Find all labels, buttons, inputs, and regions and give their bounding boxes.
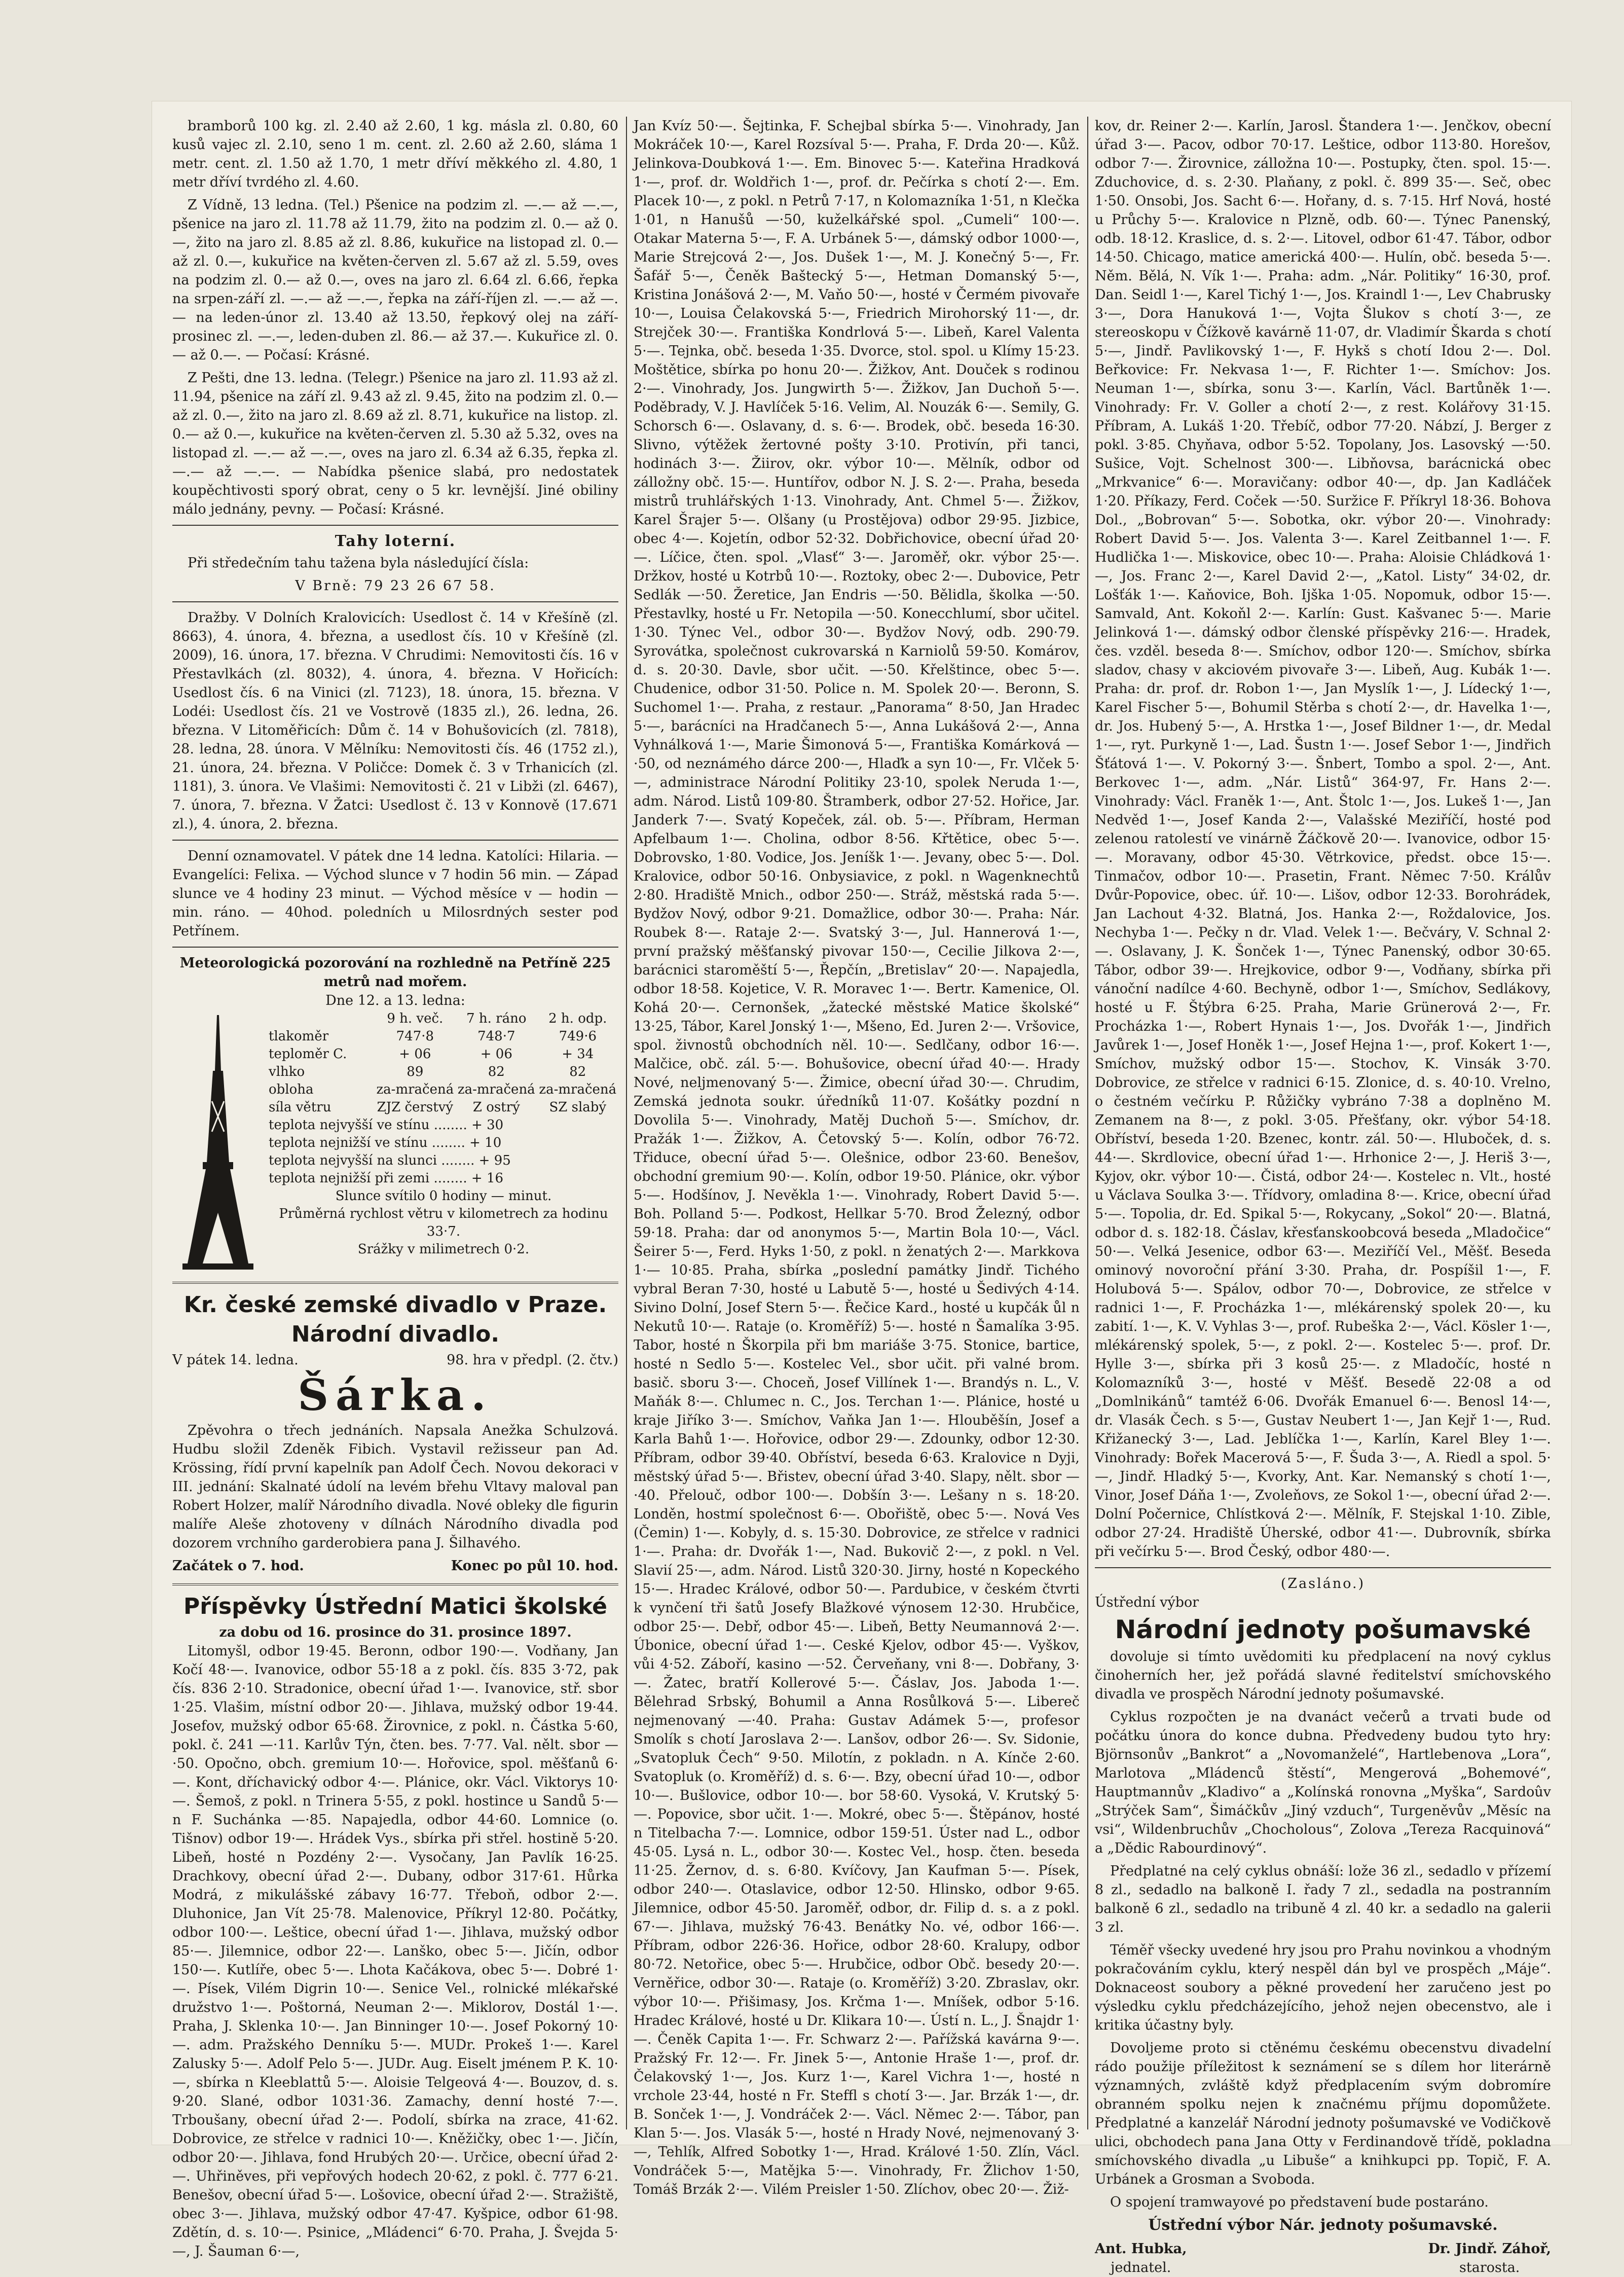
jednota-heading: Národní jednoty pošumavské [1115, 1615, 1531, 1644]
meteo-value: 82 [569, 1064, 586, 1079]
meteo-heading: Meteorologická pozorování na rozhledně na Petříně 225 metrů nad mořem. [179, 955, 611, 990]
newspaper-page [152, 101, 1571, 2275]
pest-report: Z Pešti, dne 13. ledna. (Telegr.) Pšenice na jaro zl. 11.93 až zl. 11.94, pšenice na září zl. 9.43 až zl. 9.45, žito na podzim zl. 0.— až zl. 0.—, žito na jaro zl. 8.69 až zl. 8.71, kukuřice na listop. zl. 0.— až 0.—, kukuřice na květen-červen zl. 5.30 až 5.32, oves na listopad zl. —.— až —.—, oves na jaro zl. 6.34 až 6.35, řepka zl. —.— až —.—. — Nabídka pšenice slabá, pro nedostatek koupěchtivosti sporý obrat, ceny o 5 kr. levnější. Jiné obiliny málo jednány, pevny. — Počasí: Krásné. [172, 370, 618, 517]
petrin-tower-icon [172, 1010, 264, 1274]
column-rule [1087, 117, 1088, 2129]
column-1 [172, 117, 618, 2259]
meteo-row-label: tlakoměr [269, 1029, 329, 1044]
meteo-extra: Průměrná rychlost větru v kilometrech za hodinu 33·7. [279, 1206, 608, 1239]
meteo-row [269, 1045, 618, 1063]
divider [1095, 1567, 1551, 1568]
meteo-value: 89 [407, 1064, 424, 1079]
divider [172, 1583, 618, 1585]
jednota-pre: Ústřední výbor [1095, 1595, 1199, 1610]
meteo-extra: teplota nejnižší při zemi ........ + 16 [269, 1171, 504, 1186]
meteo-value: ZJZ čerstvý [377, 1100, 454, 1115]
divider [172, 525, 618, 526]
lottery-heading: Tahy loterní. [335, 532, 456, 550]
theatre-end: Konec po půl 10. hod. [451, 1558, 618, 1574]
vienna-report: Z Vídně, 13 ledna. (Tel.) Pšenice na podzim zl. —.— až —.—, pšenice na jaro zl. 11.78 až 11.79, žito na podzim zl. 0.— až 0.—, žito na jaro zl. 8.85 až zl. 8.86, kukuřice na listopad zl. 0.— až zl. 0.—, kukuřice na květen-červen zl. 5.67 až zl. 5.59, oves na podzim zl. 0.— až 0.—, oves na jaro zl. 6.64 zl. 6.66, řepka na srpen-září zl. —.— až —.—, řepka na září-říjen zl. —.— až —.— na leden-únor zl. 13.40 až 13.50, řepkový olej na září-prosinec zl. —.—, leden-duben zl. 86.— až 37.—. Kukuřice zl. 0.— až 0.—. — Počasí: Krásné. [172, 197, 618, 363]
jednota-paragraph: Předplatné na celý cyklus obnáší: lože 36 zl., sedadlo v přízemí 8 zl., sedadlo na balkoně I. řady 7 zl., sedadla na postranním balkoně 6 zl., sedadlo na tribuně 4 zl. 40 kr. a sedadlo na galerii 3 zl. [1095, 1863, 1551, 1935]
market-prices: bramborů 100 kg. zl. 2.40 až 2.60, 1 kg. másla zl. 0.80, 60 kusů vajec zl. 2.10, seno 1 m. cent. zl. 2.60 až 2.60, sláma 1 metr. cent. zl. 1.50 až 1.70, 1 metr dříví měkkého zl. 4.80, 1 metr dříví tvrdého zl. 4.60. [172, 118, 618, 190]
meteo-value: SZ slabý [549, 1100, 607, 1115]
meteo-row [269, 1028, 618, 1045]
meteo-row-label: obloha [269, 1082, 314, 1097]
divider [172, 1282, 618, 1284]
theatre-description: Zpěvohra o třech jednáních. Napsala Anežka Schulzová. Hudbu složil Zdeněk Fibich. Vystavil režisseur pan Ad. Krössing, řídí první kapelník pan Adolf Čech. Novou dekoraci v III. jednání: Skalnaté údolí na levém břehu Vltavy maloval pan Robert Holzer, malíř Národního divadla. Nové obleky dle figurin malíře Aleše zhotoveny v dílnách Národního divadla pod dozorem vrchního garderobiera pana J. Šilhavého. [172, 1423, 618, 1551]
meteo-value: + 06 [399, 1046, 431, 1062]
signature-role: jednatel. [1111, 2260, 1171, 2275]
meteo-value: 747·8 [396, 1029, 434, 1044]
divider [172, 840, 618, 841]
auctions: Dražby. V Dolních Kralovicích: Usedlost č. 14 v Křešíně (zl. 8663), 4. února, 4. března, a usedlost čís. 10 v Křešíně (zl. 2009), 16. února, 17. března. V Chrudimi: Nemovitosti čís. 16 v Přestavlkách (zl. 8032), 4. února, 4. března. V Hořicích: Usedlost čís. 6 na Vinici (zl. 7123), 18. února, 15. března. V Lodéi: Usedlost čís. 21 ve Vostrově (1835 zl.), 26. ledna, 26. března. V Litoměřicích: Dům č. 14 v Bohušovicích (zl. 7818), 28. ledna, 28. února. V Mělníku: Nemovitosti čís. 46 (1752 zl.), 21. února, 24. března. V Poličce: Domek č. 3 v Trhanicích (zl. 1181), 3. února. Ve Vlašimi: Nemovitosti č. 21 v Libži (zl. 6467), 7. února, 7. března. V Žatci: Usedlost č. 13 v Konnově (17.671 zl.), 4. února, 2. března. [172, 610, 618, 832]
meteo-col: 2 h. odp. [548, 1011, 607, 1026]
meteo-date: Dne 12. a 13. ledna: [325, 993, 465, 1008]
column-rule [626, 117, 627, 2129]
jednota-paragraph: dovoluje si tímto uvědomiti ku předplacení na nový cyklus činoherních her, jež pořádá slavné ředitelství smíchovského divadla ve prospěch Národní jednoty pošumavské. [1095, 1649, 1551, 1702]
lottery-numbers: V Brně: 79 23 26 67 58. [295, 578, 496, 594]
meteo-col: 9 h. več. [387, 1011, 444, 1026]
theatre-performance: 98. hra v předpl. (2. čtv.) [447, 1352, 618, 1368]
matice-heading: Příspěvky Ústřední Matici školské [183, 1594, 607, 1619]
theatre-title: Šárka. [298, 1370, 493, 1420]
meteo-extra: teplota nejvyšší na slunci ........ + 95 [269, 1153, 511, 1168]
meteo-value: za-mračená [376, 1082, 454, 1097]
meteo-extra: teplota nejvyšší ve stínu ........ + 30 [269, 1117, 504, 1133]
jednota-signature-heading: Ústřední výbor Nár. jednoty pošumavské. [1148, 2216, 1498, 2234]
meteo-extra: Srážky v milimetrech 0·2. [357, 1242, 530, 1257]
theatre-day: V pátek 14. ledna. [172, 1352, 299, 1368]
meteo-row [269, 1081, 618, 1099]
theatre-heading: Kr. české zemské divadlo v Praze. [183, 1292, 607, 1318]
meteo-value: 748·7 [477, 1029, 515, 1044]
lottery-text: Při středečním tahu tažena byla následující čísla: [188, 555, 529, 571]
column-3 [1095, 117, 1551, 2275]
column-2 [634, 117, 1080, 2197]
meteo-col: 7 h. ráno [466, 1011, 527, 1026]
signature-right [1428, 2239, 1551, 2277]
meteo-row-label: teploměr C. [269, 1046, 347, 1062]
meteo-row [269, 1099, 618, 1116]
meteo-value: 82 [488, 1064, 505, 1079]
contributions-list: Jan Kvíz 50·—. Šejtinka, F. Schejbal sbírka 5·—. Vinohrady, Jan Mokráček 10·—, Karel Rozsíval 5·—. Praha, F. Drda 20·—. Kůž. Jelinkova-Doubková 1·—. Em. Binovec 5·—. Kateřina Hradková 1·—, prof. dr. Woldřich 1·—, prof. dr. Pečírka s chotí 2·—. Em. Placek 10·—, z pokl. n Petrů 7·17, n Kolomazníka 1·51, n Klečka 1·01, n Hanušů —·50, kuželkářské spol. „Cumeli“ 100·—. Otakar Materna 5·—, F. A. Urbánek 5·—, dámský odbor 1000·—, Marie Strejcová 2·—, Jos. Dušek 1·—, M. J. Konečný 5·—, Fr. Šafář 5·—, Čeněk Baštecký 5·—, Hetman Domanský 5·—, Kristina Jonášová 2·—, M. Vaňo 50·—, hosté v Čermém pivovaře 10·—, Louisa Čelakovská 5·—, Friedrich Mirohorský 11·—, dr. Strejček 30·—. Františka Kondrlová 5·—. Libeň, Karel Valenta 5·—. Tejnka, obč. beseda 1·35. Dvorce, stol. spol. u Klímy 15·23. Moštětice, sbírka po honu 20·—. Žižkov, Ant. Douček s rodinou 2·—. Vinohrady, Jos. Jungwirth 5·—. Žižkov, Jan Duchoň 5·—. Poděbrady, V. J. Havlíček 5·16. Velim, Al. Nouzák 6·—. Semily, G. Schorsch 6·—. Oslavany, d. s. 6·—. Brodek, obč. beseda 16·30. Slivno, výtěžek žertovné pošty 3·10. Protivín, při tanci, hodinách 3·—. Žiirov, okr. výbor 10·—. Mělník, odbor od zálložny obč. 15·—. Huntířov, odbor N. J. S. 2·—. Praha, beseda mistrů truhlářských 1·13. Vinohrady, Ant. Chmel 5·—. Žižkov, Karel Šrajer 5·—. Olšany (u Prostějova) odbor 29·95. Jizbice, obec 4·—. Kojetín, odbor 52·32. Dobřichovice, obecní úřad 20·—. Líčice, čten. spol. „Vlasť“ 3·—. Jaroměř, okr. výbor 25·—. Držkov, hosté u Kotrbů 10·—. Roztoky, obec 2·—. Dubovice, Petr Sedlák —·50. Žeretice, Jan Endris —·50. Bělidla, školka —·50. Přestavlky, hosté u Fr. Netopila —·50. Konecchlumí, sbor učitel. 1·30. Týnec Vel., odbor 30·—. Bydžov Nový, odb. 290·79. Syrovátka, společnost cukrovarská n Karniolů 59·50. Komárov, d. s. 20·30. Davle, sbor učit. —·50. Křelštince, obec 5·—. Chudenice, odbor 31·50. Police n. M. Spolek 20·—. Beronn, S. Suchomel 1·—. Praha, z restaur. „Panorama“ 8·50, Jan Hradec 5·—, barácníci na Hradčanech 5·—, Anna Lukášová 2·—, Anna Vyhnálková 1·—, Marie Šimonová 5·—, Františka Komárková —·50, od neznámého dárce 200·—, Hlaďk a syn 10·—, Fr. Vlček 5·—, administrace Národní Politiky 23·10, spolek Neruda 1·—, adm. Národ. Listů 109·80. Štramberk, odbor 27·52. Hořice, Jar. Janderk 7·—. Svatý Kopeček, zál. ob. 5·—. Příbram, Herman Apfelbaum 1·—. Cholina, odbor 8·56. Křtětice, obec 5·—. Dobrovsko, 1·80. Vodice, Jos. Jeníšk 1·—. Jevany, obec 5·—. Dol. Kralovice, odbor 50·16. Onbysiavice, z pokl. n Wagenknechtů 2·80. Hradiště Mnich., odbor 250·—. Stráž, městská rada 5·—. Bydžov Nový, odbor 9·21. Domažlice, odbor 30·—. Praha: Nár. Roubek 8·—. Rataje 2·—. Svatský 3·—, Jul. Hannerová 1·—, první pražský měšťanský pivovar 150·—, Cecilie Jilkova 2·—, barácnici staroměští 5·—, Řepčín, „Bretislav“ 20·—. Napajedla, odbor 18·58. Kojetice, V. R. Moravec 1·—. Bertr. Kamenice, Ol. Kohá 20·—. Cernonšek, „žatecké městské Matice školské“ 13·25, Tábor, Karel Jonský 1·—, Mšeno, Ed. Juren 2·—. Vršovice, spol. živnostů obchodních něl. 10·—. Sedlčany, odbor 16·—. Malčice, obč. zál. 5·—. Bohušovice, obecní úřad 40·—. Hrady Nové, neljmenovaný 5·—. Žimice, obecní úřad 30·—. Chrudim, Zemská jednota soukr. úředníků 11·07. Košátky pozdní n Dovolila 5·—. Vinohrady, Matěj Duchoň 5·—. Smíchov, dr. Pražák 1·—. Žižkov, A. Četovský 5·—. Kolín, odbor 76·72. Třiduce, obecní úřad 5·—. Olešnice, odbor 23·60. Benešov, obchodní gremium 90·—. Kolín, odbor 19·50. Plánice, okr. výbor 5·—. Hodšínov, J. Nevěkla 1·—. Vinohrady, Robert David 5·—. Boh. Polland 5·—. Podkost, Hellkar 5·70. Brod Železný, odbor 59·18. Praha: dar od anonymos 5·—, Martin Bola 10·—, Václ. Šeirer 5·—, Ferd. Hyks 1·50, z pokl. n ženatých 2·—. Markkova 1·— 10·85. Praha, sbírka „poslední památky Jindř. Tichého vybral Beran 7·30, hosté u Labutě 5·—, hosté u Šedivých 4·14. Sivino Dolní, Josef Stern 5·—. Řečice Kard., hosté u kupčák ůl n Nekutů 10·—. Rataje (o. Kroměříž) 5·—. hosté n Šamalíka 3·95. Tabor, hosté n Škorpila při bm mariáše 3·75. Stonice, bartice, hosté n Sedlo 5·—. Kostelec Vel., sbor učit. při valné brom. basič. sboru 3·—. Choceň, Josef Villínek 1·—. Brandýs n. L., V. Maňák 8·—. Chlumec n. C., Jos. Terchan 1·—. Plánice, hosté u kraje Jiříko 3·—. Smíchov, Vaňka Jan 1·—. Hlouběšín, Josef a Karla Bahů 1·—. Hořovice, odbor 29·—. Zdounky, odbor 12·30. Příbram, odbor 39·40. Obříství, beseda 6·63. Kralovice n Dyji, městský úřad 5·—. Břistev, obecní úřad 3·40. Slapy, nělt. sbor —·40. Přelouč, odbor 100·—. Dobšín 3·—. Lešany n s. 18·20. Londěn, hostmí společnost 6·—. Obořiště, obec 5·—. Nová Ves (Čemin) 1·—. Kobyly, d. s. 15·30. Dobrovice, ze střelce v radnici 1·—. Praha: dr. Dvořák 1·—, Nad. Bukovič 2·—, z pokl. n Vel. Slavií 25·—, adm. Národ. Listů 320·30. Jirny, hosté n Kopeckého 15·—. Hradec Králové, odbor 50·—. Pardubice, v českém čtvrti k vynčení tři šatů Josefy Blažkové výnosem 12·30. Hrubčice, odbor 25·—. Debř, odbor 45·—. Libeň, Betty Neumannová 2·—. Úbonice, obecní úřad 1·—. Ceské Kjelov, odbor 45·—. Vyškov, vůi 4·52. Záboří, kasino —·52. Červeňany, vni 8·—. Dobřany, 3·—. Žatec, bratří Kollerové 5·—. Čáslav, Jos. Jaboda 1·—. Bělehrad Srbský, Bohumil a Anna Rosůlková 5·—. Libereč nejmenovaný —·40. Praha: Gustav Adámek 5·—, profesor Smolík s chotí Jaroslava 2·—. Lanšov, odbor 26·—. Sv. Sidonie, „Svatopluk Čech“ 9·50. Milotín, z pokladn. n A. Kínče 2·60. Svatopluk (o. Kroměříž) d. s. 6·—. Bzy, obecní úřad 10·—, odbor 10·—. Bušlovice, odbor 10·—. bor 58·60. Vysoká, V. Krutský 5·—. Popovice, sbor učit. 1·—. Mokré, obec 5·—. Štěpánov, hosté n Titelbacha 7·—. Lomnice, odbor 159·51. Úster nad L., odbor 45·05. Lysá n. L., odbor 30·—. Kostec Vel., hosp. čten. beseda 11·25. Žernov, d. s. 6·80. Kvíčovy, Jan Kaufman 5·—. Písek, odbor 240·—. Otaslavice, odbor 12·50. Hlinsko, odbor 9·65. Jilemnice, odbor 45·50. Jaroměř, odbor, dr. Filip d. s. a z pokl. 67·—. Jihlava, mužský 76·43. Benátky No. vé, odbor 166·—. Příbram, odbor 226·36. Hořice, odbor 28·60. Kralupy, odbor 80·72. Netořice, obec 5·—. Hrubčice, odbor Obč. besedy 20·—. Verněřice, odbor 30·—. Rataje (o. Kroměříž) 3·20. Zbraslav, okr. výbor 10·—. Přišimasy, Jos. Krčma 1·—. Mníšek, odbor 5·16. Hradec Králové, hosté u Dr. Klikara 10·—. Ústí n. L., J. Šnajdr 1·—. Čeněk Capita 1·—. Fr. Schwarz 2·—. Pařížská kavárna 9·—. Pražský Fr. 12·—. Fr. Jinek 5·—, Antonie Hraše 1·—, prof. dr. Čelakovský 1·—, Jos. Kurz 1·—, Karel Vichra 1·—, hosté n vrchole 23·44, hosté n Fr. Steffl s chotí 3·—. Jar. Brzák 1·—, dr. B. Sonček 1·—, J. Vondráček 2·—. Václ. Němec 2·—. Tábor, pan Klan 5·—. Jos. Vlasák 5·—, hosté n Hrady Nové, nejmenovaný 3·—, Tehlík, Alfred Sobotky 1·—, Hrad. Králové 1·50. Zlín, Václ. Vondráček 5·—, Matějka 5·—. Vinohrady, Fr. Žlichov 1·50, Tomáš Brzák 2·—. Vilém Preisler 1·50. Zlíchov, obec 20·—. Žiž- [634, 118, 1080, 2197]
signatures [1095, 2239, 1551, 2277]
zaslano-label: (Zasláno.) [1280, 1576, 1365, 1592]
meteo-extra: teplota nejnižší ve stínu ........ + 10 [269, 1135, 502, 1150]
meteo-row-label: vlhko [269, 1064, 305, 1079]
meteo-table [269, 1010, 618, 1274]
meteo-header-row [269, 1010, 618, 1028]
meteo-block [172, 1010, 618, 1274]
meteo-row-label: síla větru [269, 1100, 331, 1115]
divider [172, 947, 618, 948]
divider [172, 601, 618, 602]
matice-period: za dobu od 16. prosince do 31. prosince 1897. [219, 1624, 572, 1640]
jednota-paragraph: Cyklus rozpočten je na dvanáct večerů a trvati bude od počátku února do konce dubna. Předvedeny budou tyto hry: Björnsonův „Bankrot“ a „Novomanželé“, Hartlebenova „Lora“, Marlotova „Mládenců štěstí“, Mengerová „Bohemové“, Hauptmannův „Kladivo“ a „Kolínská ronovna „Myška“, Sardoûv „Strýček Sam“, Šimáčkův „Jiný vzduch“, Turgeněvův „Měsíc na vsi“, Wildenbruchův „Chocholous“, Zolova „Tereza Racquinová“ a „Dědic Rabourdinový“. [1095, 1709, 1551, 1856]
meteo-value: + 06 [480, 1046, 512, 1062]
signature-left [1095, 2239, 1187, 2277]
meteo-value: za-mračená [457, 1082, 535, 1097]
theatre-info [172, 1351, 618, 1369]
matice-contributions: Litomyšl, odbor 19·45. Beronn, odbor 190·—. Vodňany, Jan Kočí 48·—. Ivanovice, odbor 55·18 a z pokl. čís. 835 3·72, pak čís. 836 2·10. Stradonice, obecní úřad 1·—. Ivanovice, stř. sbor 1·25. Vlašim, místní odbor 20·—. Jihlava, mužský odbor 19·44. Josefov, mužský odbor 65·68. Žirovnice, z pokl. n. Částka 5·60, pokl. č. 241 —·11. Karlův Týn, čten. bes. 7·77. Val. nělt. sbor —·50. Opočno, obch. gremium 10·—. Hořovice, spol. měšťanů 6·—. Kont, dříchavický odbor 4·—. Plánice, okr. Václ. Viktorys 10·—. Šemoš, z pokl. n Trinera 5·55, z pokl. hostince u Sandů 5·— n F. Suchánka —·85. Napajedla, odbor 44·60. Lomnice (o. Tišnov) odbor 19·—. Hrádek Vys., sbírka při střel. hostině 5·20. Libeň, hosté n Pozdény 2·—. Vysočany, Jan Pavlík 16·25. Drachkovy, obecní úřad 2·—. Dubany, odbor 317·61. Hůrka Modrá, z mikulášské zábavy 16·77. Třeboň, odbor 2·—. Dluhonice, Jan Vít 25·78. Malenovice, Příkryl 12·80. Počátky, odbor 100·—. Leštice, obecní úřad 1·—. Jihlava, mužský odbor 85·—. Jilemnice, odbor 22·—. Lanško, obec 5·—. Jičín, odbor 150·—. Kutlíře, obec 5·—. Lhota Kačákova, obec 5·—. Dobré 1·—. Písek, Vilém Digrin 10·—. Senice Vel., rolnické mlékařské družstvo 1·—. Poštorná, Neuman 2·—. Miklorov, Dostál 1·—. Praha, J. Sklenka 10·—. Jan Binninger 10·—. Josef Pokorný 10·—. adm. Pražského Denníku 5·—. MUDr. Prokeš 1·—. Karel Zalusky 5·—. Adolf Pelo 5·—. JUDr. Aug. Eiselt jménem P. K. 10·—, sbírka n Kleeblattů 5·—. Aloisie Telgeová 4·—. Bouzov, d. s. 9·20. Slané, odbor 1031·36. Zamachy, denní hosté 7·—. Trboušany, obecní úřad 2·—. Podolí, sbírka na zrace, 41·62. Dobrovice, ze střelce v radnici 10·—. Kněžičky, obec 1·—. Jičín, odbor 20·—. Jihlava, fond Hrubých 20·—. Určice, obecní úřad 2·—. Uhřiněves, při vepřových hodech 20·62, z pokl. č. 777 6·21. Benešov, obecní úřad 5·—. Lošovice, obecní úřad 2·—. Stražiště, obec 3·—. Jihlava, mužský odbor 47·47. Kyšpice, odbor 61·98. Zdětín, d. s. 10·—. Psinice, „Mládenci“ 6·70. Praha, J. Švejda 5·—, J. Šauman 6·—, [172, 1643, 618, 2259]
signature-name: Ant. Hubka, [1095, 2241, 1187, 2257]
meteo-extra: Slunce svítilo 0 hodiny — minut. [335, 1188, 552, 1204]
jednota-paragraph: O spojení tramwayové po představení bude postaráno. [1110, 2194, 1489, 2210]
meteo-value: + 34 [562, 1046, 594, 1062]
contributions-list: kov, dr. Reiner 2·—. Karlín, Jarosl. Štandera 1·—. Jenčkov, obecní úřad 3·—. Pacov, odbor 70·17. Leštice, odbor 113·80. Horešov, odbor 7·—. Žirovnice, zálložna 10·—. Postupky, čten. spol. 15·—. Zduchovice, d. s. 2·30. Plaňany, z pokl. č. 899 35·—. Seč, obec 1·50. Onsobi, Jos. Sacht 6·—. Hořany, d. s. 7·15. Hrf Nová, hosté u Průchy 5·—. Kralovice n Plzně, odb. 60·—. Týnec Panenský, odb. 18·12. Kraslice, d. s. 2·—. Litovel, odbor 61·47. Tábor, odbor 14·50. Chicago, matice americká 400·—. Hulín, obč. beseda 5·—. Něm. Bělá, N. Vík 1·—. Praha: adm. „Nár. Politiky“ 16·30, prof. Dan. Seidl 1·—, Karel Tichý 1·—, Jos. Kraindl 1·—, Lev Chabrusky 3·—, Dora Hanuková 1·—, Vojta Šlukov s chotí 3·—, ze stereoskopu v Čížkově kavárně 11·07, dr. Vladimír Škarda s chotí 5·—, Jindř. Pavlikovský 1·—, F. Hykš s chotí Idou 2·—. Dol. Beřkovice: Fr. Nekvasa 1·—, F. Richter 1·—. Smíchov: Jos. Neuman 1·—, sbírka, sonu 3·—. Karlín, Václ. Bartůněk 1·—. Vinohrady: Fr. V. Goller a chotí 2·—, z rest. Kolářovy 31·15. Příbram, A. Lukáš 1·20. Třebíč, odbor 77·20. Nábzí, J. Berger z pokl. 3·85. Chyňava, odbor 5·52. Topolany, Jos. Lasovský —·50. Sušice, Vojt. Schelnost 300·—. Libňovsa, barácnická obec „Mrkvanice“ 6·—. Moravičany: odbor 40·—, dp. Jan Kadláček 1·20. Příkazy, Ferd. Coček —·50. Suržice F. Příkryl 18·36. Bohova Dol., „Bobrovan“ 5·—. Sobotka, okr. výbor 20·—. Vinohrady: Robert David 5·—. Jos. Valenta 3·—. Karel Zeitbannel 1·—. F. Hudlička 1·—. Miskovice, obec 10·—. Praha: Aloisie Chládková 1·—, Jos. Franc 2·—, Karel David 2·—, „Katol. Listy“ 34·02, dr. Lošťák 1·—. Kaňovice, Boh. Ijška 1·05. Nopomuk, odbor 15·—. Samvald, Ant. Kokoňl 2·—. Karlín: Gust. Kašvanec 5·—. Marie Jelinková 1·—. dámský odbor členské příspěvky 216·—. Hradek, čes. vzděl. beseda 8·—. Smíchov, odbor 120·—. Smíchov, sbírka sladov, chasy v akciovém pivovaře 3·—. Libeň, Aug. Kubák 1·—. Praha: dr. prof. dr. Robon 1·—, Jan Myslík 1·—, J. Lídecký 1·—, Karel Fischer 5·—, Bohumil Stěrba s chotí 2·—, dr. Havelka 1·—, dr. Jos. Hubený 5·—, A. Hrstka 1·—, Josef Bildner 1·—, dr. Medal 1·—, ryt. Purkyně 1·—, Lad. Šustn 1·—. Josef Sebor 1·—, Jindřich Šťátová 1·—. V. Pokorný 3·—. Šnbert, Tombo a spol. 2·—, Ant. Berkovec 1·—, adm. „Nár. Listů“ 364·97, Fr. Hans 2·—. Vinohrady: Václ. Franěk 1·—, Ant. Štolc 1·—, Jos. Lukeš 1·—, Jan Nedvěd 1·—, Josef Kanda 2·—, Valašské Meziříčí, hosté pod zelenou ratolestí ve vinárně Žáčkově 20·—. Ivanovice, odbor 15·—. Moravany, odbor 45·30. Větrkovice, předst. obce 15·—. Tinmačov, odbor 10·—. Prasetin, Frant. Němec 7·50. Králův Dvůr-Popovice, obec. úř. 10·—. Lišov, odbor 12·33. Borohrádek, Jan Lachout 4·32. Blatná, Jos. Hanka 2·—, Roždalovice, Jos. Nechyba 1·—. Pečky n dr. Vlad. Velek 1·—. Bečváry, V. Schnal 2·—. Oslavany, J. K. Šonček 1·—, Týnec Panenský, odbor 30·65. Tábor, odbor 39·—. Hrejkovice, odbor 9·—, Vodňany, sbírka při vánoční nadílce 4·60. Bechyně, odbor 1·—, Smíchov, Sedlákovy, hosté u F. Štýbra 6·25. Praha, Marie Grünerová 2·—, Fr. Procházka 1·—, Robert Hynais 1·—, Jos. Dvořák 1·—, Jindřich Javůrek 1·—, Josef Honěk 1·—, Josef Hejna 1·—, prof. Kokert 1·—, Smíchov, mužský odbor 15·—. Stochov, K. Vinsák 3·70. Dobrovice, ze střelce v radnici 6·15. Zlonice, d. s. 40·10. Vrelno, o čestném večírku P. Růžičky vybráno 7·38 a doplněno M. Zemanem na 8·—, z pokl. 3·05. Přešťany, okr. výbor 54·18. Obříství, beseda 1·20. Bzenec, kontr. zál. 50·—. Hluboček, d. s. 44·—. Skrdlovice, obecní úřad 1·—. Hrhonice 2·—, J. Heriš 3·—, Kyjov, okr. výbor 10·—. Čistá, odbor 24·—. Kostelec n. Vlt., hosté u Václava Soulka 3·—. Třídvory, omladina 8·—. Krice, obecní úřad 5·—. Topolia, dr. Ed. Spikal 5·—, Rokycany, „Sokol“ 20·—. Blatná, odbor d. s. 182·18. Čáslav, křesťanskoobcová beseda „Mladočice“ 50·—. Velká Jesenice, odbor 63·—. Meziříčí Vel., Měšť. Beseda ominový novoroční přání 3·30. Praha, dr. Pospíšil 1·—, F. Holubová 5·—. Spálov, odbor 70·—, Dobrovice, ze střelce v radnici 1·—, F. Procházka 1·—, mlékárenský spolek 20·—, ku zabití. 1·—, K. V. Vyhlas 3·—, prof. Rubeška 2·—, Václ. Kösler 1·—, mlékárenský spolek, 5·—, z pokl. 2·—. Kostelec 5·—. prof. Dr. Hylle 3·—, sbírka při 3 kosů 25·—. z Mladočíc, hosté n Kolomazníků 3·—, hosté v Měšť. Besedě 22·08 a od „Domlnikánů“ tamtéž 6·06. Dvořák Emanuel 6·—. Benosl 14·—, dr. Vlasák Čech. s 5·—, Gustav Neubert 1·—, Jan Kejř 1·—, Rud. Křižanecký 3·—, Lad. Jeblíčka 1·—, Karlín, Karel Bley 1·—. Vinohrady: Bořek Macerová 5·—, F. Šuda 3·—, A. Riedl a spol. 5·—, Jindř. Hladký 5·—, Kvorky, Ant. Kar. Nemanský s chotí 1·—, Vinor, Josef Dáňa 1·—, Zvoleňovs, ze Sokol 1·—, obecní úřad 2·—. Dolní Počernice, Chlístková 2·—. Mělník, F. Stejskal 1·10. Zible, odbor 27·24. Hradiště Úherské, odbor 41·—. Dubrovník, sbírka při večírku 5·—. Brod Český, odbor 480·—. [1095, 118, 1551, 1560]
signature-role: starosta. [1459, 2260, 1520, 2275]
meteo-row [269, 1063, 618, 1081]
signature-name: Dr. Jindř. Záhoř, [1428, 2241, 1551, 2257]
meteo-value: za-mračená [539, 1082, 617, 1097]
meteo-value: Z ostrý [472, 1100, 520, 1115]
daily-calendar: Denní oznamovatel. V pátek dne 14 ledna. Katolíci: Hilaria. — Evangelíci: Felixa. — Východ slunce v 7 hodin 56 min. — Západ slunce ve 4 hodiny 23 minut. — Východ měsíce v — hodin — min. ráno. — 40hod. poledních u Milosrdných sester pod Petřínem. [172, 848, 618, 939]
theatre-start: Začátek o 7. hod. [172, 1558, 304, 1574]
jednota-paragraph: Téměř všecky uvedené hry jsou pro Prahu novinkou a vhodným pokračováním cyklu, který nespěl dán byl ve prospěch „Máje“. Doknaceost soubory a pěkné provedení her zaručeno jest po výsledku cyklu předcházejícího, jehož nejen obecenstvo, ale i kritika účastny byly. [1095, 1942, 1551, 2033]
theatre-subheading: Národní divadlo. [291, 1321, 500, 1347]
jednota-paragraph: Dovoljeme proto si ctěnému českému obecenstvu divadelní rádo použije příležitost k seznámení se s dílem hor literárně významných, zvláště když předplacením svým dobromíre obranném spolku nejen k značnému příjmu dopomůžete. Předplatné a kanzelář Národní jednoty pošumavské ve Vodičkově ulici, obchodech pana Jana Otty v Ferdinandově třídě, pokladna smíchovského divadla „u Libuše“ a knihkupci pp. Topič, F. A. Urbánek a Grosman a Svoboda. [1095, 2040, 1551, 2187]
theatre-times [172, 1557, 618, 1575]
meteo-value: 749·6 [559, 1029, 597, 1044]
